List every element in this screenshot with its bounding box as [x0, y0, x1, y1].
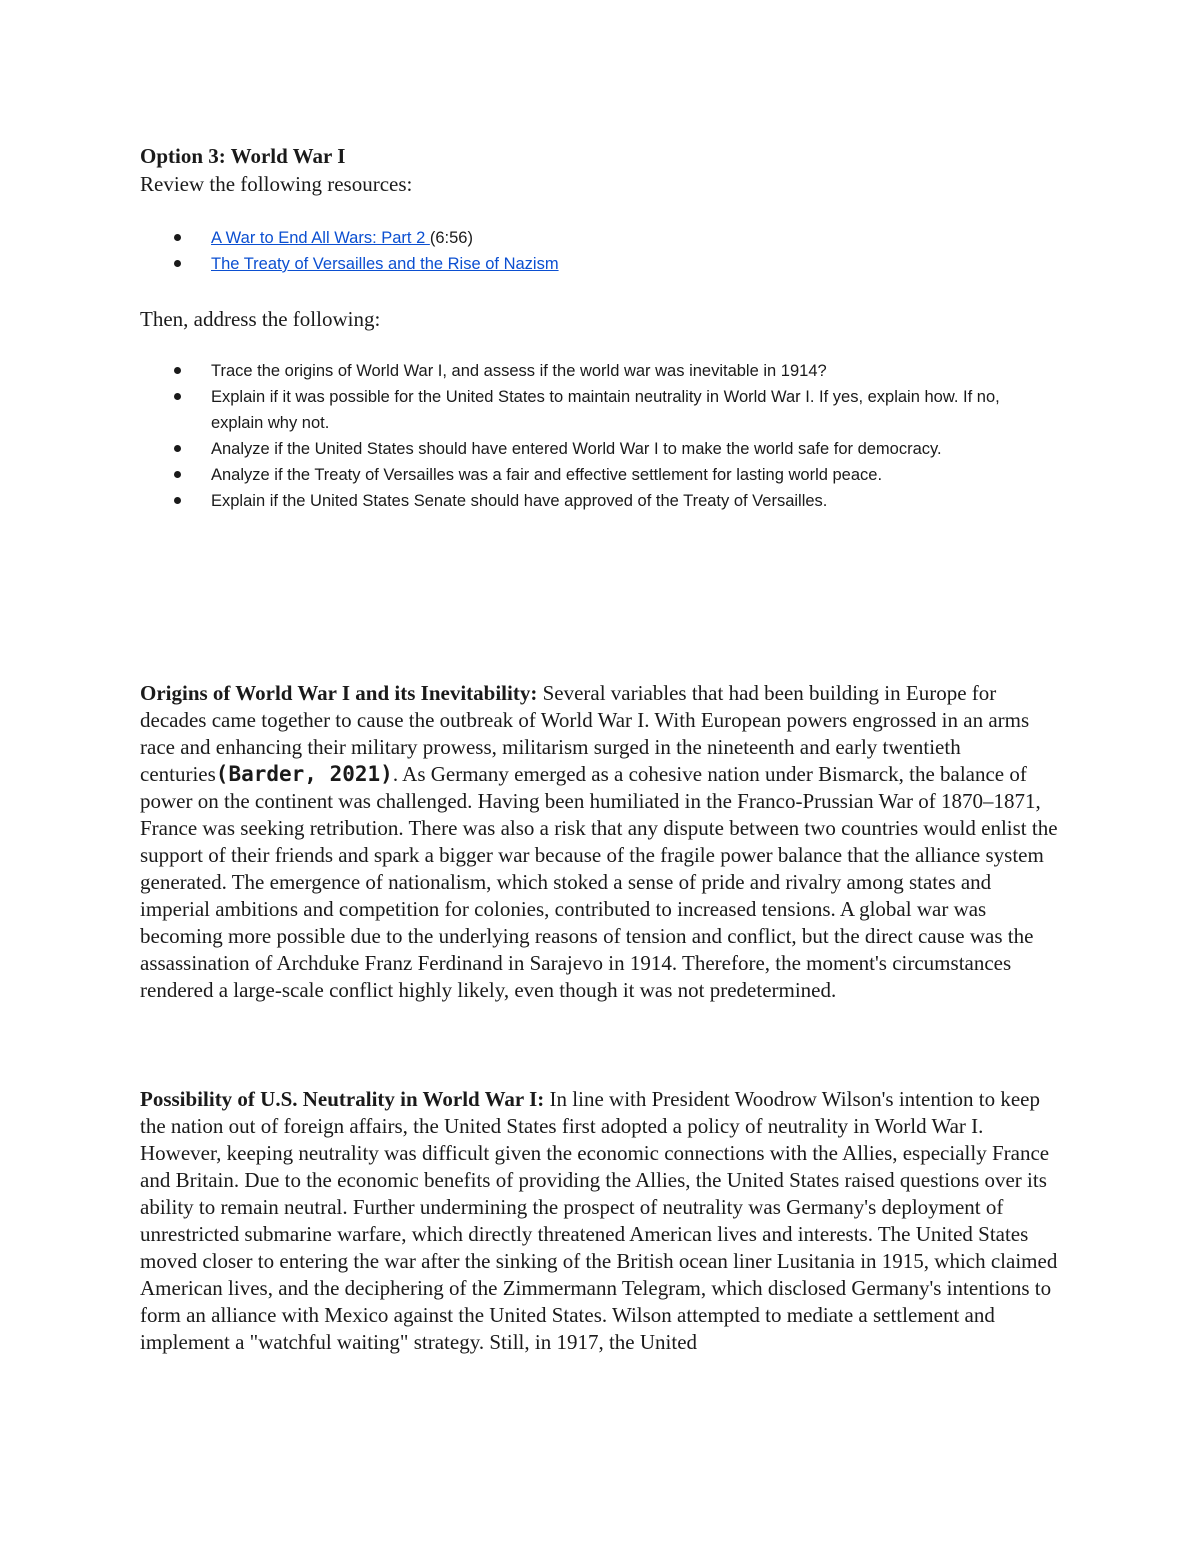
- bullet-icon: [174, 497, 181, 504]
- list-item: [170, 436, 1040, 462]
- tasks-intro: Then, address the following:: [140, 307, 381, 331]
- paragraph-text: In line with President Woodrow Wilson's intention to keep the nation out of foreign affairs, the United States first adopted a policy of neutrality in World War I. However, keeping neutrality was difficult given the economic connections with the Allies, especially France and Britain. Due to the economic benefits of providing the Allies, the United States raised questions over its ability to remain neutral. Further undermining the prospect of neutrality was Germany's deployment of unrestricted submarine warfare, which directly threatened American lives and interests. The United States moved closer to entering the war after the sinking of the British ocean liner Lusitania in 1915, which claimed American lives, and the deciphering of the Zimmermann Telegram, which disclosed Germany's intentions to form an alliance with Mexico against the United States. Wilson attempted to mediate a settlement and implement a "watchful waiting" strategy. Still, in 1917, the United: [140, 1087, 1058, 1354]
- paragraph-text: . As Germany emerged as a cohesive nation under Bismarck, the balance of power on the continent was challenged. Having been humiliated in the Franco-Prussian War of 1870–1871, France was seeking retribution. There was also a risk that any dispute between two countries would enlist the support of their friends and spark a bigger war because of the fragile power balance that the alliance system generated. The emergence of nationalism, which stoked a sense of pride and rivalry among states and imperial ambitions and competition for colonies, contributed to increased tensions. A global war was becoming more possible due to the underlying reasons of tension and conflict, but the direct cause was the assassination of Archduke Franz Ferdinand in Sarajevo in 1914. Therefore, the moment's circumstances rendered a large-scale conflict highly likely, even though it was not predetermined.: [140, 762, 1058, 1002]
- paragraph-lead: Possibility of U.S. Neutrality in World War I:: [140, 1087, 545, 1111]
- list-item: [170, 358, 1040, 384]
- bullet-icon: [174, 393, 181, 400]
- paragraph-text: Several variables that had been building in Europe for decades came together to cause the outbreak of World War I. With European powers engrossed in an arms race and enhancing their military prowess, militarism surged in the nineteenth and early twentieth centuries: [140, 681, 1030, 786]
- task-text: Trace the origins of World War I, and assess if the world war was inevitable in 1914?: [211, 362, 827, 380]
- list-item: [170, 251, 1070, 277]
- list-item: [170, 384, 1040, 436]
- resources-intro: Review the following resources:: [140, 172, 413, 196]
- list-item: [170, 462, 1040, 488]
- task-text: Analyze if the United States should have entered World War I to make the world safe for democracy.: [211, 440, 942, 458]
- bullet-icon: [174, 471, 181, 478]
- essay-paragraph-origins: [140, 680, 1065, 1004]
- list-item: [170, 225, 1070, 251]
- citation: (Barder, 2021): [215, 762, 393, 786]
- resource-list: [170, 225, 1070, 277]
- resource-link-treaty-of-versailles[interactable]: The Treaty of Versailles and the Rise of Nazism: [211, 255, 559, 273]
- task-text: Explain if the United States Senate should have approved of the Treaty of Versailles.: [211, 492, 828, 510]
- paragraph-lead: Origins of World War I and its Inevitability:: [140, 681, 538, 705]
- resource-duration: (6:56): [429, 229, 473, 247]
- bullet-icon: [174, 260, 181, 267]
- assignment-heading: Option 3: World War I: [140, 144, 346, 168]
- task-text: Analyze if the Treaty of Versailles was a fair and effective settlement for lasting world peace.: [211, 466, 883, 484]
- bullet-icon: [174, 367, 181, 374]
- essay-paragraph-neutrality: [140, 1086, 1065, 1356]
- list-item: [170, 488, 1040, 514]
- task-list: [170, 358, 1040, 514]
- bullet-icon: [174, 234, 181, 241]
- resource-link-war-to-end-all-wars[interactable]: A War to End All Wars: Part 2: [211, 229, 430, 247]
- task-text: Explain if it was possible for the United States to maintain neutrality in World War I. If yes, explain how. If no, explain why not.: [211, 388, 1000, 432]
- bullet-icon: [174, 445, 181, 452]
